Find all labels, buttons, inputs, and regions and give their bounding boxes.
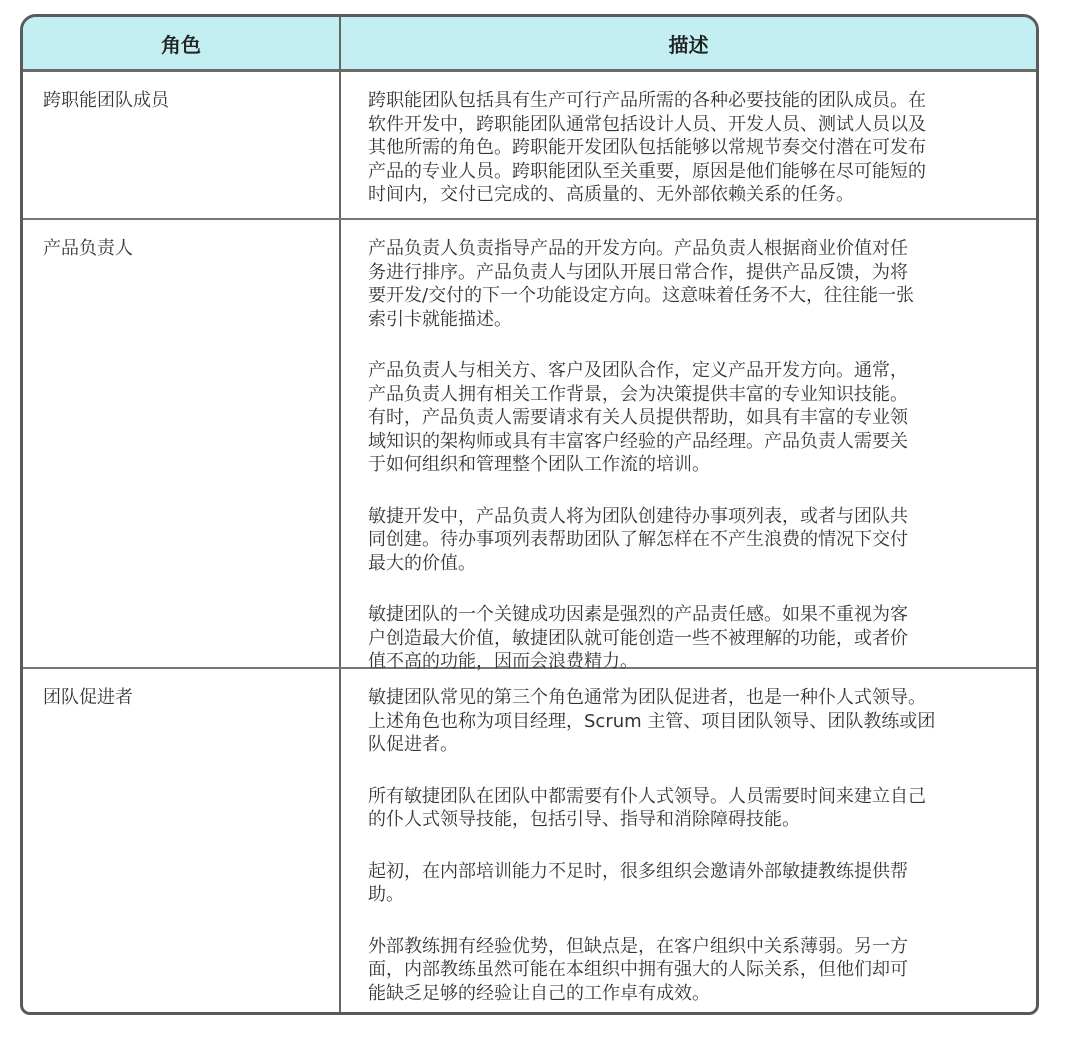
roles-table	[20, 14, 1039, 1015]
description-paragraph: 敏捷团队的一个关键成功因素是强烈的产品责任感。如果不重视为客 户创造最大价值，敏捷团队就可能创造一些不被理解的功能，或者价 值不高的功能，因而会浪费精力。	[368, 604, 908, 672]
description-paragraph: 起初，在内部培训能力不足时，很多组织会邀请外部敏捷教练提供帮 助。	[368, 860, 908, 905]
role-cell: 跨职能团队成员	[23, 72, 341, 218]
header-role: 角色	[23, 17, 341, 69]
description-cell	[341, 669, 1036, 1012]
table-header	[23, 17, 1036, 72]
description-cell	[341, 220, 1036, 672]
description-paragraph: 所有敏捷团队在团队中都需要有仆人式领导。人员需要时间来建立自己 的仆人式领导技能，包括引导、指导和消除障碍技能。	[368, 785, 926, 830]
description-cell	[341, 72, 1036, 218]
table-row	[23, 669, 1036, 1012]
role-cell: 团队促进者	[23, 669, 341, 1012]
description-paragraph: 敏捷开发中，产品负责人将为团队创建待办事项列表，或者与团队共 同创建。待办事项列表帮助团队了解怎样在不产生浪费的情况下交付 最大的价值。	[368, 505, 908, 574]
description-paragraph: 产品负责人负责指导产品的开发方向。产品负责人根据商业价值对任 务进行排序。产品负责人与团队开展日常合作，提供产品反馈，为将 要开发/交付的下一个功能设定方向。这意味着任务不大，往往能一张 索引卡就能描述。	[368, 238, 915, 330]
table-row	[23, 72, 1036, 220]
description-paragraph: 跨职能团队包括具有生产可行产品所需的各种必要技能的团队成员。在 软件开发中，跨职能团队通常包括设计人员、开发人员、测试人员以及 其他所需的角色。跨职能开发团队包括能够以常规节奏交付潜在可发布 产品的专业人员。跨职能团队至关重要，原因是他们能够在尽可能短的 时间内，交付已完成的、高质量的、无外部依赖关系的任务。	[368, 90, 926, 205]
description-paragraph: 外部教练拥有经验优势，但缺点是，在客户组织中关系薄弱。另一方 面，内部教练虽然可能在本组织中拥有强大的人际关系，但他们却可 能缺乏足够的经验让自己的工作卓有成效。	[368, 935, 908, 1004]
description-paragraph: 敏捷团队常见的第三个角色通常为团队促进者，也是一种仆人式领导。 上述角色也称为项目经理，Scrum 主管、项目团队领导、团队教练或团 队促进者。	[368, 687, 936, 755]
table-row	[23, 220, 1036, 672]
role-cell: 产品负责人	[23, 220, 341, 667]
header-description: 描述	[668, 32, 709, 57]
description-paragraph: 产品负责人与相关方、客户及团队合作，定义产品开发方向。通常， 产品负责人拥有相关工作背景，会为决策提供丰富的专业知识技能。 有时，产品负责人需要请求有关人员提供帮助，如具有丰富的专业领 域知识的架构师或具有丰富客户经验的产品经理。产品负责人需要关 于如何组织和管理整个团队工作流的培训。	[368, 360, 908, 475]
